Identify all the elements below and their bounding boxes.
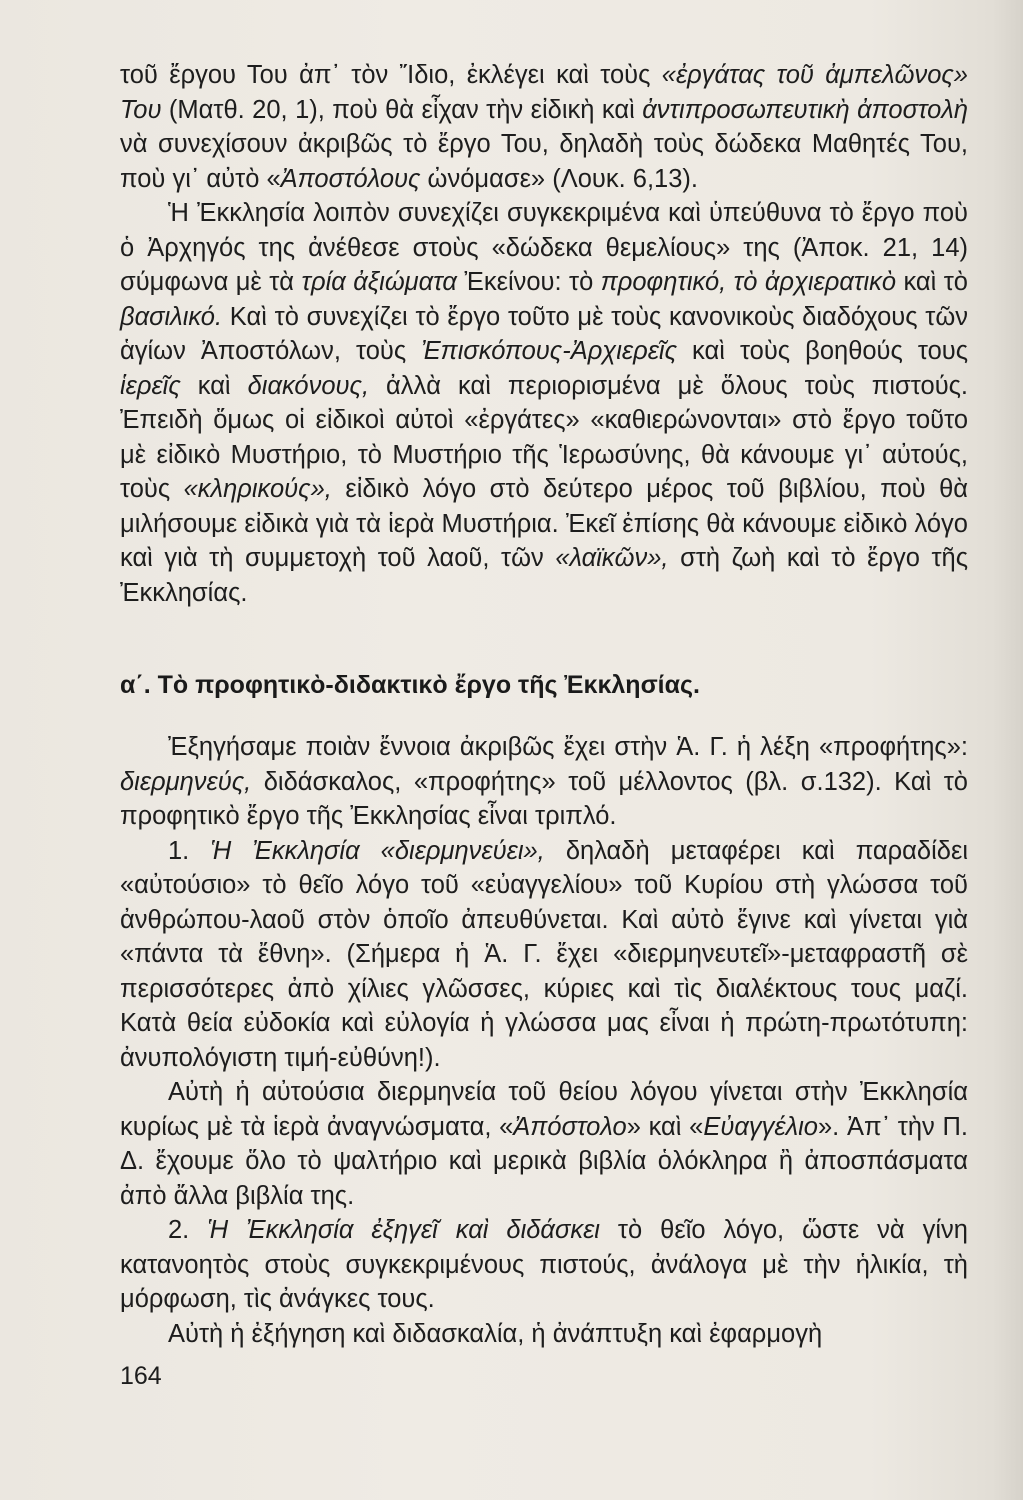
italic-text: διερμηνεύς, xyxy=(120,767,252,796)
page-number: 164 xyxy=(120,1362,162,1390)
section-heading: α΄. Τὸ προφητικὸ-διδακτικὸ ἔργο τῆς Ἐκκλησίας. xyxy=(120,671,700,699)
italic-text: Ἀπόστολο xyxy=(513,1112,627,1141)
paragraph: Ἐξηγήσαμε ποιὰν ἔννοια ἀκριβῶς ἔχει στὴν Ἁ. Γ. ἡ λέξη «προφήτης»: διερμηνεύς, διδάσκαλος, «προφήτης» τοῦ μέλλοντος (βλ. σ.132). Καὶ τὸ προφητικὸ ἔργο τῆς Ἐκκλησίας εἶναι τριπλό. xyxy=(120,733,968,830)
paragraph: 2. Ἡ Ἐκκλησία ἐξηγεῖ καὶ διδάσκει τὸ θεῖο λόγο, ὥστε νὰ γίνη κατανοητὸς στοὺς συγκεκριμένους πιστούς, ἀνάλογα μὲ τὴν ἡλικία, τὴ μόρφωση, τὶς ἀνάγκες τους. xyxy=(120,1216,968,1313)
italic-text: διακόνους, xyxy=(247,371,370,400)
paragraph: τοῦ ἔργου Του ἀπ᾽ τὸν Ἴδιο, ἐκλέγει καὶ τοὺς «ἐργάτας τοῦ ἀμπελῶνος» Του (Ματθ. 20, 1), ποὺ θὰ εἶχαν τὴν εἰδικὴ καὶ ἀντιπροσωπευτικὴ ἀποστολὴ νὰ συνεχίσουν ἀκριβῶς τὸ ἔργο Του, δηλαδὴ τοὺς δώδεκα Μαθητές Του, ποὺ γι᾽ αὐτὸ «Ἀποστόλους ὠνόμασε» (Λουκ. 6,13). xyxy=(120,61,969,193)
italic-text: Ἡ Ἐκκλησία «διερμηνεύει», xyxy=(210,836,545,865)
paragraph: 1. Ἡ Ἐκκλησία «διερμηνεύει», δηλαδὴ μεταφέρει καὶ παραδίδει «αὐτούσιο» τὸ θεῖο λόγο τοῦ «εὐαγγελίου» τοῦ Κυρίου στὴ γλώσσα τοῦ ἀνθρώπου-λαοῦ στὸν ὁποῖο ἀπευθύνεται. Καὶ αὐτὸ ἔγινε καὶ γίνεται γιὰ «πάντα τὰ ἔθνη». (Σήμερα ἡ Ἁ. Γ. ἔχει «διερμηνευτεῖ»-μεταφραστῆ σὲ περισσότερες ἀπὸ χίλιες γλῶσσες, κύριες καὶ τὶς διαλέκτους τους μαζί. Κατὰ θεία εὐδοκία καὶ εὐλογία ἡ γλώσσα μας εἶναι ἡ πρώτη-πρωτότυπη: ἀνυπολόγιστη τιμή-εὐθύνη!). xyxy=(120,836,968,1072)
italic-text: Ἡ Ἐκκλησία ἐξηγεῖ καὶ διδάσκει xyxy=(207,1216,600,1244)
italic-text: ἱερεῖς xyxy=(120,371,181,400)
paragraph: Αὐτὴ ἡ ἐξήγηση καὶ διδασκαλία, ἡ ἀνάπτυξη καὶ ἐφαρμογὴ xyxy=(168,1319,823,1348)
italic-text: ἀντιπροσωπευτικὴ ἀποστολὴ xyxy=(642,95,969,124)
text-block-top xyxy=(120,58,968,610)
italic-text: «κληρικούς», xyxy=(183,475,332,503)
paragraph: Αὐτὴ ἡ αὐτούσια διερμηνεία τοῦ θείου λόγου γίνεται στὴν Ἐκκλησία κυρίως μὲ τὰ ἱερὰ ἀναγνώσματα, «Ἀπόστολο» καὶ «Εὐαγγέλιο». Ἀπ᾽ τὴν Π. Δ. ἔχουμε ὅλο τὸ ψαλτήριο καὶ μερικὰ βιβλία ὁλόκληρα ἢ ἀποσπάσματα ἀπὸ ἄλλα βιβλία της. xyxy=(120,1078,968,1210)
italic-text: Εὐαγγέλιο xyxy=(703,1112,818,1141)
italic-text: Ἀποστόλους xyxy=(280,164,421,193)
italic-text: προφητικό, τὸ ἀρχιερατικὸ xyxy=(600,268,897,296)
paragraph: Ἡ Ἐκκλησία λοιπὸν συνεχίζει συγκεκριμένα καὶ ὑπεύθυνα τὸ ἔργο ποὺ ὁ Ἀρχηγός της ἀνέθεσε στοὺς «δώδεκα θεμελίους» της (Ἀποκ. 21, 14) σύμφωνα μὲ τὰ τρία ἀξιώματα Ἐκείνου: τὸ προφητικό, τὸ ἀρχιερατικὸ καὶ τὸ βασιλικό. Καὶ τὸ συνεχίζει τὸ ἔργο τοῦτο μὲ τοὺς κανονικοὺς διαδόχους τῶν ἁγίων Ἀποστόλων, τοὺς Ἐπισκόπους-Ἀρχιερεῖς καὶ τοὺς βοηθούς τους ἱερεῖς καὶ διακόνους, ἀλλὰ καὶ περιορισμένα μὲ ὅλους τοὺς πιστούς. Ἐπειδὴ ὅμως οἱ εἰδικοὶ αὐτοὶ «ἐργάτες» «καθιερώνονται» στὸ ἔργο τοῦτο μὲ εἰδικὸ Μυστήριο, τὸ Μυστήριο τῆς Ἱερωσύνης, θὰ κάνουμε γι᾽ αὐτούς, τοὺς «κληρικούς», εἰδικὸ λόγο στὸ δεύτερο μέρος τοῦ βιβλίου, ποὺ θὰ μιλήσουμε εἰδικὰ γιὰ τὰ ἱερὰ Μυστήρια. Ἐκεῖ ἐπίσης θὰ κάνουμε εἰδικὸ λόγο καὶ γιὰ τὴ συμμετοχὴ τοῦ λαοῦ, τῶν «λαϊκῶν», στὴ ζωὴ καὶ τὸ ἔργο τῆς Ἐκκλησίας. xyxy=(120,199,969,607)
italic-text: τρία ἀξιώματα xyxy=(301,268,457,296)
italic-text: «ἐργάτας τοῦ ἀμπελῶνος» Του xyxy=(120,61,968,124)
italic-text: «λαϊκῶν», xyxy=(555,544,669,572)
italic-text: Ἐπισκόπους-Ἀρχιερεῖς xyxy=(421,337,677,365)
italic-text: βασιλικό. xyxy=(120,302,223,331)
text-block-bottom xyxy=(120,730,968,1351)
